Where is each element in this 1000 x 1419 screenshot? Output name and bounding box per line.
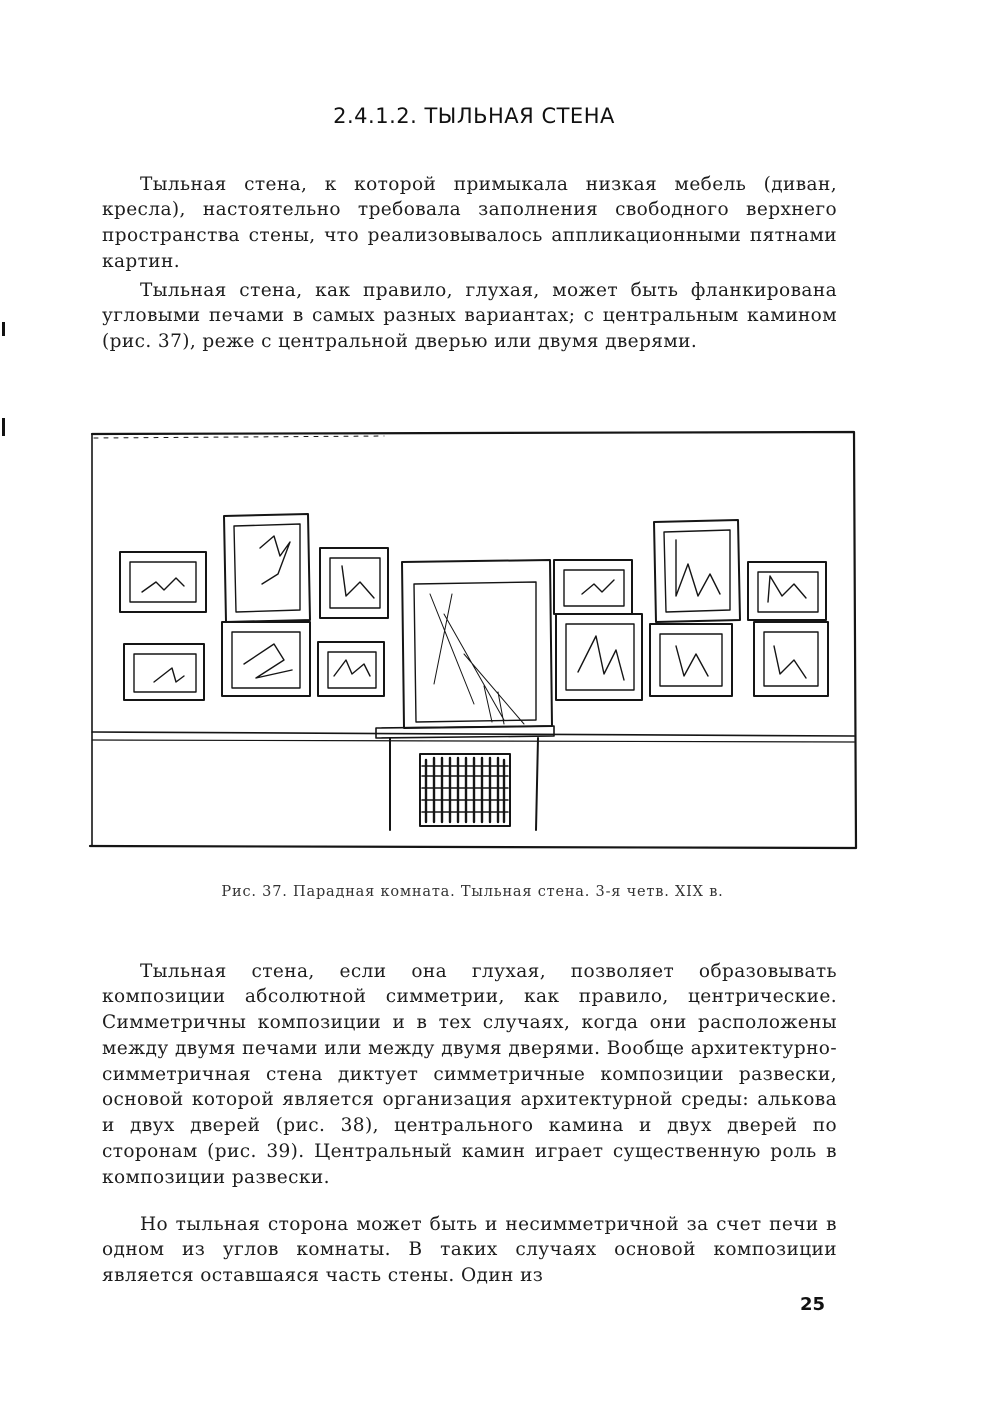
figure-drawing (84, 424, 864, 860)
margin-mark (2, 322, 5, 336)
paragraph: Тыльная стена, к которой примыкала низкая мебель (диван, кресла), настоятельно требовала заполнения свободного верхнего пространства стены, что реализовывалось аппликационными пятнами картин. (102, 173, 837, 272)
margin-mark (2, 418, 5, 436)
paragraph: Но тыльная сторона может быть и несимметричной за счет печи в одном из углов комнаты. В таких случаях основой композиции является оставшаяся часть стены. Один из (102, 1213, 837, 1287)
wall-sketch (84, 424, 864, 860)
page-number: 25 (800, 1294, 826, 1315)
section-heading: 2.4.1.2. ТЫЛЬНАЯ СТЕНА (333, 104, 615, 128)
figure-caption: Рис. 37. Парадная комната. Тыльная стена. 3-я четв. XIX в. (221, 884, 724, 900)
paragraph: Тыльная стена, как правило, глухая, может быть фланкирована угловыми печами в самых разных вариантах; с центральным камином (рис. 37), реже с центральной дверью или двумя дверями. (102, 279, 837, 353)
paragraph: Тыльная стена, если она глухая, позволяет образовывать композиции абсолютной симметрии, как правило, центрические. Симметричны композиции и в тех случаях, когда они расположены между двумя печами или между двумя дверями. Вообще архитектурно-симметричная стена диктует симметричные композиции развески, основой которой является организация архитектурной среды: алькова и двух дверей (рис. 38), центрального камина и двух дверей по сторонам (рис. 39). Центральный камин играет существенную роль в композиции развески. (102, 960, 837, 1188)
